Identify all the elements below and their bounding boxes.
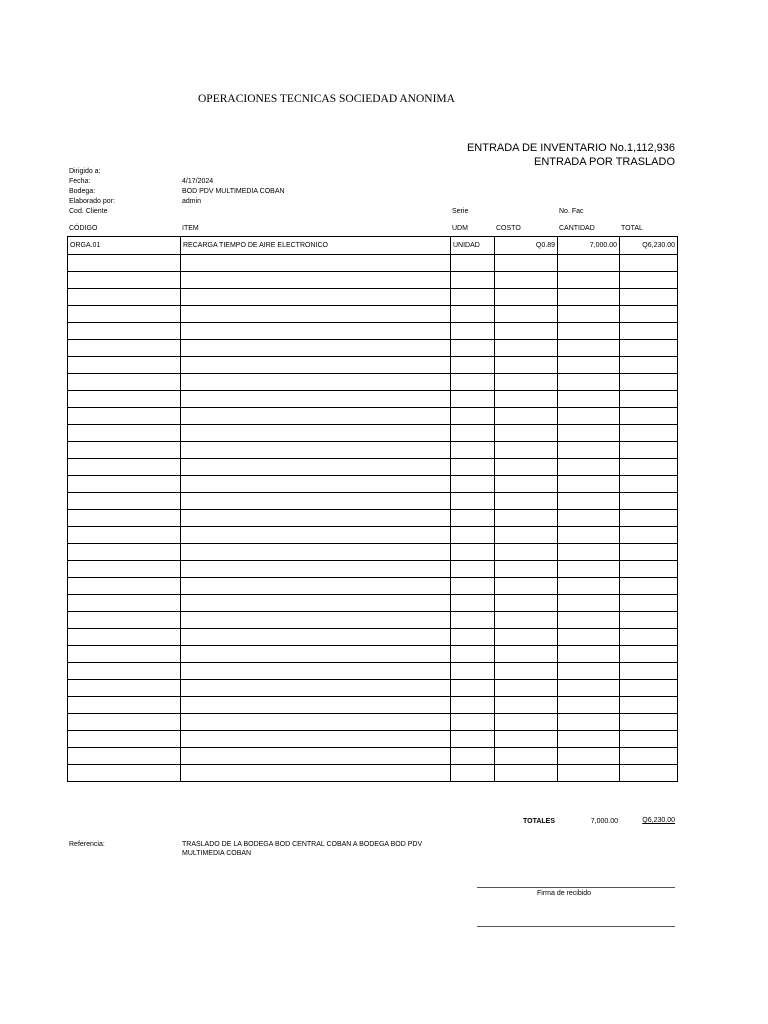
empty-cell <box>620 289 678 306</box>
empty-cell <box>68 680 181 697</box>
empty-cell <box>451 255 495 272</box>
table-row <box>68 374 678 391</box>
empty-cell <box>68 612 181 629</box>
elaborado-label: Elaborado por: <box>69 198 115 205</box>
empty-cell <box>495 646 558 663</box>
empty-cell <box>68 323 181 340</box>
empty-cell <box>620 459 678 476</box>
empty-cell <box>68 731 181 748</box>
empty-cell <box>495 255 558 272</box>
empty-cell <box>620 748 678 765</box>
empty-cell <box>451 544 495 561</box>
empty-cell <box>558 612 620 629</box>
empty-cell <box>495 289 558 306</box>
empty-cell <box>181 561 451 578</box>
cell-item: RECARGA TIEMPO DE AIRE ELECTRONICO <box>181 237 451 255</box>
empty-cell <box>181 510 451 527</box>
empty-cell <box>451 765 495 782</box>
table-row <box>68 255 678 272</box>
table-row <box>68 272 678 289</box>
empty-cell <box>68 510 181 527</box>
empty-cell <box>558 459 620 476</box>
document-title-number: ENTRADA DE INVENTARIO No.1,112,936 <box>466 142 675 154</box>
empty-cell <box>181 255 451 272</box>
empty-cell <box>181 578 451 595</box>
table-row <box>68 237 678 255</box>
empty-cell <box>495 493 558 510</box>
empty-cell <box>451 561 495 578</box>
table-row <box>68 357 678 374</box>
empty-cell <box>558 731 620 748</box>
empty-cell <box>620 663 678 680</box>
company-name: OPERACIONES TECNICAS SOCIEDAD ANONIMA <box>198 93 455 105</box>
table-row <box>68 680 678 697</box>
empty-cell <box>495 442 558 459</box>
col-header-costo: COSTO <box>496 225 521 232</box>
signature-line-2 <box>477 926 675 927</box>
empty-cell <box>451 731 495 748</box>
table-row <box>68 629 678 646</box>
empty-cell <box>495 408 558 425</box>
empty-cell <box>495 697 558 714</box>
totals-label: TOTALES <box>523 818 556 825</box>
empty-cell <box>68 442 181 459</box>
empty-cell <box>558 527 620 544</box>
empty-cell <box>451 306 495 323</box>
empty-cell <box>451 527 495 544</box>
empty-cell <box>495 272 558 289</box>
table-row <box>68 408 678 425</box>
empty-cell <box>495 595 558 612</box>
empty-cell <box>620 425 678 442</box>
table-row <box>68 510 678 527</box>
empty-cell <box>620 255 678 272</box>
empty-cell <box>620 595 678 612</box>
empty-cell <box>620 527 678 544</box>
empty-cell <box>620 765 678 782</box>
table-row <box>68 714 678 731</box>
empty-cell <box>68 493 181 510</box>
fecha-value: 4/17/2024 <box>182 178 214 185</box>
empty-cell <box>620 323 678 340</box>
empty-cell <box>558 578 620 595</box>
empty-cell <box>620 357 678 374</box>
empty-cell <box>68 578 181 595</box>
empty-cell <box>68 374 181 391</box>
items-table <box>67 236 678 782</box>
empty-cell <box>558 714 620 731</box>
empty-cell <box>451 714 495 731</box>
empty-cell <box>451 425 495 442</box>
empty-cell <box>451 493 495 510</box>
empty-cell <box>451 680 495 697</box>
empty-cell <box>620 544 678 561</box>
table-row <box>68 459 678 476</box>
empty-cell <box>495 731 558 748</box>
table-row <box>68 493 678 510</box>
empty-cell <box>558 680 620 697</box>
empty-cell <box>181 629 451 646</box>
empty-cell <box>451 459 495 476</box>
empty-cell <box>181 408 451 425</box>
empty-cell <box>558 697 620 714</box>
empty-cell <box>68 476 181 493</box>
empty-cell <box>558 357 620 374</box>
empty-cell <box>451 476 495 493</box>
empty-cell <box>181 357 451 374</box>
empty-cell <box>181 612 451 629</box>
empty-cell <box>495 476 558 493</box>
empty-cell <box>68 272 181 289</box>
cliente-label: Cod. Cliente <box>69 208 108 215</box>
empty-cell <box>620 561 678 578</box>
table-row <box>68 442 678 459</box>
empty-cell <box>68 357 181 374</box>
table-row <box>68 544 678 561</box>
table-row <box>68 527 678 544</box>
empty-cell <box>451 595 495 612</box>
table-row <box>68 731 678 748</box>
empty-cell <box>181 697 451 714</box>
table-row <box>68 765 678 782</box>
empty-cell <box>181 289 451 306</box>
empty-cell <box>451 646 495 663</box>
empty-cell <box>558 493 620 510</box>
empty-cell <box>451 340 495 357</box>
empty-cell <box>558 663 620 680</box>
empty-cell <box>181 595 451 612</box>
empty-cell <box>558 561 620 578</box>
empty-cell <box>558 765 620 782</box>
empty-cell <box>495 357 558 374</box>
empty-cell <box>451 663 495 680</box>
fecha-label: Fecha: <box>69 178 91 185</box>
table-row <box>68 646 678 663</box>
empty-cell <box>495 425 558 442</box>
table-row <box>68 391 678 408</box>
empty-cell <box>181 646 451 663</box>
empty-cell <box>558 306 620 323</box>
empty-cell <box>451 697 495 714</box>
empty-cell <box>68 340 181 357</box>
empty-cell <box>558 340 620 357</box>
empty-cell <box>558 272 620 289</box>
empty-cell <box>495 544 558 561</box>
empty-cell <box>558 391 620 408</box>
empty-cell <box>620 408 678 425</box>
table-row <box>68 340 678 357</box>
totals-total: Q6,230.00 <box>642 817 675 824</box>
empty-cell <box>451 748 495 765</box>
empty-cell <box>181 527 451 544</box>
totals-cantidad: 7,000.00 <box>590 818 618 825</box>
table-row <box>68 306 678 323</box>
document-title <box>467 141 675 169</box>
empty-cell <box>451 442 495 459</box>
empty-cell <box>68 663 181 680</box>
empty-cell <box>68 697 181 714</box>
empty-cell <box>558 442 620 459</box>
empty-cell <box>181 374 451 391</box>
cell-costo: Q0.89 <box>495 237 558 255</box>
empty-cell <box>68 527 181 544</box>
empty-cell <box>558 289 620 306</box>
empty-cell <box>495 459 558 476</box>
empty-cell <box>451 357 495 374</box>
empty-cell <box>620 714 678 731</box>
table-row <box>68 289 678 306</box>
empty-cell <box>451 323 495 340</box>
empty-cell <box>181 493 451 510</box>
empty-cell <box>68 765 181 782</box>
empty-cell <box>68 595 181 612</box>
empty-cell <box>620 442 678 459</box>
document-title-type: ENTRADA POR TRASLADO <box>534 156 675 168</box>
empty-cell <box>181 476 451 493</box>
empty-cell <box>620 340 678 357</box>
empty-cell <box>620 272 678 289</box>
empty-cell <box>620 476 678 493</box>
empty-cell <box>495 680 558 697</box>
empty-cell <box>620 306 678 323</box>
empty-cell <box>620 680 678 697</box>
empty-cell <box>181 459 451 476</box>
empty-cell <box>558 629 620 646</box>
empty-cell <box>620 629 678 646</box>
col-header-codigo: CÓDIGO <box>69 225 98 232</box>
elaborado-value: admin <box>182 198 202 205</box>
table-row <box>68 595 678 612</box>
table-row <box>68 748 678 765</box>
empty-cell <box>68 255 181 272</box>
nofac-label: No. Fac <box>559 208 584 215</box>
empty-cell <box>495 561 558 578</box>
empty-cell <box>181 663 451 680</box>
empty-cell <box>451 629 495 646</box>
empty-cell <box>558 323 620 340</box>
col-header-udm: UDM <box>452 225 468 232</box>
cell-udm: UNIDAD <box>451 237 495 255</box>
empty-cell <box>68 629 181 646</box>
empty-cell <box>495 663 558 680</box>
table-row <box>68 425 678 442</box>
cell-cantidad: 7,000.00 <box>558 237 620 255</box>
empty-cell <box>68 748 181 765</box>
empty-cell <box>620 391 678 408</box>
empty-cell <box>495 323 558 340</box>
empty-cell <box>558 255 620 272</box>
empty-cell <box>558 748 620 765</box>
empty-cell <box>181 425 451 442</box>
empty-cell <box>620 731 678 748</box>
cell-total: Q6,230.00 <box>620 237 678 255</box>
col-header-total: TOTAL <box>621 225 643 232</box>
empty-cell <box>495 578 558 595</box>
empty-cell <box>181 680 451 697</box>
empty-cell <box>558 510 620 527</box>
empty-cell <box>181 323 451 340</box>
empty-cell <box>451 510 495 527</box>
empty-cell <box>620 374 678 391</box>
empty-cell <box>620 697 678 714</box>
empty-cell <box>181 391 451 408</box>
empty-cell <box>620 646 678 663</box>
empty-cell <box>68 425 181 442</box>
empty-cell <box>68 646 181 663</box>
empty-cell <box>451 408 495 425</box>
table-row <box>68 578 678 595</box>
empty-cell <box>495 391 558 408</box>
empty-cell <box>451 391 495 408</box>
empty-cell <box>451 272 495 289</box>
empty-cell <box>620 612 678 629</box>
empty-cell <box>558 544 620 561</box>
col-header-item: ITEM <box>182 225 199 232</box>
bodega-value: BOD PDV MULTIMEDIA COBAN <box>182 188 285 195</box>
empty-cell <box>495 306 558 323</box>
empty-cell <box>181 765 451 782</box>
bodega-label: Bodega: <box>69 188 96 195</box>
empty-cell <box>495 629 558 646</box>
empty-cell <box>181 714 451 731</box>
table-row <box>68 612 678 629</box>
empty-cell <box>495 612 558 629</box>
referencia-label: Referencia: <box>69 841 105 848</box>
empty-cell <box>451 374 495 391</box>
empty-cell <box>181 544 451 561</box>
empty-cell <box>558 476 620 493</box>
empty-cell <box>68 391 181 408</box>
empty-cell <box>558 374 620 391</box>
signature-line <box>477 887 675 888</box>
empty-cell <box>495 748 558 765</box>
empty-cell <box>68 561 181 578</box>
table-row <box>68 663 678 680</box>
empty-cell <box>181 731 451 748</box>
empty-cell <box>558 595 620 612</box>
empty-cell <box>495 765 558 782</box>
empty-cell <box>68 459 181 476</box>
empty-cell <box>68 408 181 425</box>
empty-cell <box>558 408 620 425</box>
signature-label: Firma de recibido <box>537 890 592 897</box>
empty-cell <box>620 510 678 527</box>
dirigido-label: Dirigido a: <box>69 168 101 175</box>
table-row <box>68 476 678 493</box>
empty-cell <box>495 374 558 391</box>
empty-cell <box>495 340 558 357</box>
empty-cell <box>558 646 620 663</box>
referencia-text: TRASLADO DE LA BODEGA BOD CENTRAL COBAN A BODEGA BOD PDV MULTIMEDIA COBAN <box>182 841 423 857</box>
table-row <box>68 561 678 578</box>
empty-cell <box>451 289 495 306</box>
empty-cell <box>68 306 181 323</box>
empty-cell <box>558 425 620 442</box>
empty-cell <box>620 578 678 595</box>
empty-cell <box>451 578 495 595</box>
empty-cell <box>68 544 181 561</box>
col-header-cantidad: CANTIDAD <box>559 225 595 232</box>
empty-cell <box>495 527 558 544</box>
empty-cell <box>181 748 451 765</box>
serie-label: Serie <box>452 208 469 215</box>
empty-cell <box>181 442 451 459</box>
empty-cell <box>68 714 181 731</box>
empty-cell <box>495 510 558 527</box>
table-row <box>68 697 678 714</box>
cell-codigo: ORGA.01 <box>68 237 181 255</box>
empty-cell <box>181 306 451 323</box>
empty-cell <box>451 612 495 629</box>
empty-cell <box>620 493 678 510</box>
empty-cell <box>181 272 451 289</box>
table-row <box>68 323 678 340</box>
empty-cell <box>181 340 451 357</box>
empty-cell <box>68 289 181 306</box>
empty-cell <box>495 714 558 731</box>
